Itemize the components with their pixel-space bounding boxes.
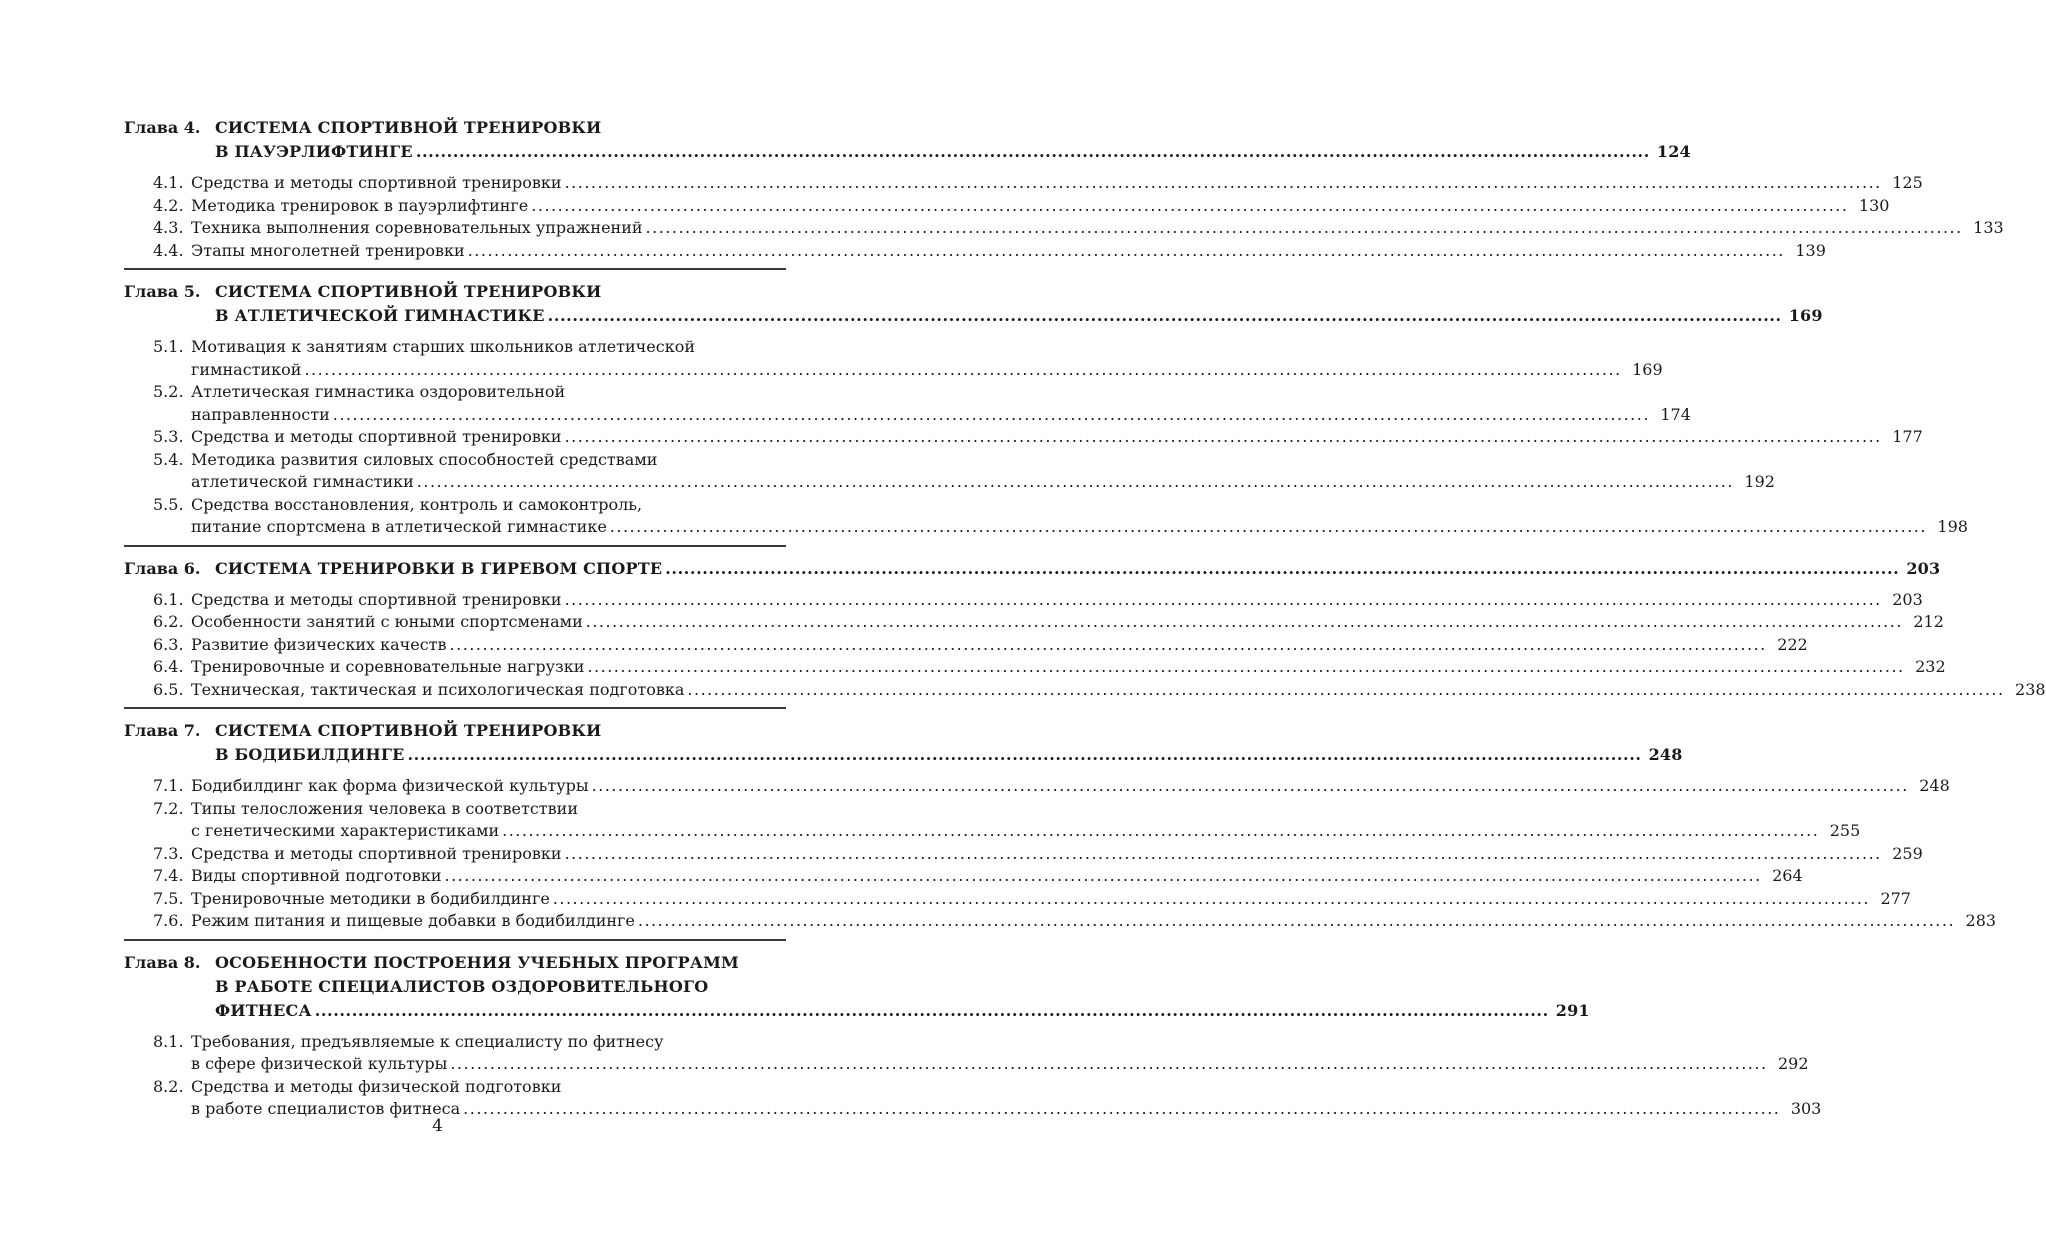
toc-line — [215, 743, 1683, 767]
page-ref: 303 — [1790, 1099, 1822, 1118]
toc-line — [215, 719, 786, 743]
page-ref: 125 — [1892, 173, 1923, 192]
section-title — [191, 910, 1997, 933]
section-number: 8.2. — [153, 1076, 184, 1096]
line-text: Средства и методы спортивной тренировки — [191, 589, 562, 609]
section-number: 7.5. — [153, 888, 184, 908]
section-list — [124, 1031, 1822, 1121]
toc-line — [191, 336, 786, 359]
section-entry — [124, 865, 1803, 888]
chapter-title — [215, 719, 1683, 767]
toc-line — [191, 865, 1803, 888]
chapter-label: Глава 8. — [124, 952, 201, 972]
line-text: в работе специалистов фитнеса — [191, 1099, 461, 1118]
chapter — [124, 557, 2046, 702]
chapter-label: Глава 7. — [124, 721, 201, 740]
section-entry — [124, 798, 1861, 843]
toc-line — [191, 217, 2004, 240]
dot-leader: ........................................................................................................................................................................................................ — [449, 634, 1767, 654]
dot-leader: ........................................................................................................................................................................................................ — [645, 218, 1963, 237]
section-entry — [124, 910, 1997, 933]
line-text: СИСТЕМА СПОРТИВНОЙ ТРЕНИРОВКИ — [215, 282, 602, 301]
page-ref: 283 — [1965, 911, 1997, 930]
line-text: Виды спортивной подготовки — [191, 866, 442, 885]
section-number: 7.4. — [153, 866, 184, 885]
page-ref: 169 — [1632, 359, 1663, 379]
dot-leader: ........................................................................................................................................................................................................ — [531, 195, 1849, 215]
page-ref: 130 — [1858, 195, 1890, 215]
section-number: 6.2. — [153, 612, 184, 631]
section-title — [191, 381, 1691, 426]
toc-line — [191, 195, 1890, 218]
line-text: Этапы многолетней тренировки — [191, 240, 465, 260]
chapter — [124, 116, 2004, 262]
section-list — [124, 775, 1997, 933]
line-text: Мотивация к занятиям старших школьников атлетической — [191, 337, 695, 356]
line-text: Техника выполнения соревновательных упражнений — [191, 218, 643, 237]
table-of-contents — [124, 116, 2046, 1127]
section-entry — [124, 195, 1890, 218]
toc-line — [215, 116, 786, 140]
dot-leader: ........................................................................................................................................................................................................ — [415, 142, 1650, 161]
page-ref: 248 — [1919, 776, 1950, 795]
section-title — [191, 172, 1923, 195]
section-title — [191, 426, 1923, 449]
line-text: В АТЛЕТИЧЕСКОЙ ГИМНАСТИКЕ — [215, 306, 545, 325]
section-title — [191, 217, 2004, 240]
line-text: питание спортсмена в атлетической гимнастике — [191, 517, 607, 536]
section-title — [191, 336, 1663, 381]
line-text: СИСТЕМА СПОРТИВНОЙ ТРЕНИРОВКИ — [215, 118, 602, 137]
line-text: СИСТЕМА СПОРТИВНОЙ ТРЕНИРОВКИ — [215, 721, 602, 740]
chapter-heading — [124, 280, 1823, 328]
line-text: Методика тренировок в пауэрлифтинге — [191, 195, 529, 215]
chapter-heading — [124, 116, 1691, 164]
line-text: Режим питания и пищевые добавки в бодибилдинге — [191, 911, 635, 930]
line-text: ФИТНЕСА — [215, 1000, 312, 1020]
toc-line — [191, 172, 1923, 195]
line-text: Методика развития силовых способностей средствами — [191, 449, 658, 469]
section-number: 7.3. — [153, 843, 184, 863]
chapter-title — [215, 280, 1823, 328]
page-ref: 222 — [1777, 634, 1808, 654]
toc-line — [191, 240, 1826, 263]
dot-leader: ........................................................................................................................................................................................................ — [564, 427, 1882, 446]
line-text: Развитие физических качеств — [191, 634, 447, 654]
line-text: Типы телосложения человека в соответствии — [191, 798, 578, 818]
toc-line — [191, 656, 1946, 679]
dot-leader: ........................................................................................................................................................................................................ — [444, 866, 1762, 885]
section-entry — [124, 426, 1923, 449]
toc-line — [191, 404, 1691, 427]
chapter-label: Глава 5. — [124, 282, 201, 301]
toc-line — [215, 975, 786, 999]
toc-line — [191, 888, 1911, 911]
page-ref: 238 — [2015, 679, 2046, 699]
section-number: 5.2. — [153, 382, 184, 401]
chapter-label: Глава 4. — [124, 118, 201, 137]
line-text: Тренировочные и соревновательные нагрузки — [191, 657, 585, 676]
line-text: направленности — [191, 404, 330, 424]
dot-leader: ........................................................................................................................................................................................................ — [463, 1099, 1781, 1118]
section-title — [191, 775, 1950, 798]
section-list — [124, 336, 1968, 539]
section-entry — [124, 634, 1808, 657]
page-ref: 203 — [1892, 589, 1923, 609]
line-text: Тренировочные методики в бодибилдинге — [191, 888, 550, 908]
dot-leader: ........................................................................................................................................................................................................ — [547, 306, 1782, 325]
line-text: СИСТЕМА ТРЕНИРОВКИ В ГИРЕВОМ СПОРТЕ — [215, 558, 663, 578]
line-text: ОСОБЕННОСТИ ПОСТРОЕНИЯ УЧЕБНЫХ ПРОГРАММ — [215, 952, 739, 972]
line-text: Средства восстановления, контроль и самоконтроль, — [191, 494, 643, 514]
section-number: 4.1. — [153, 173, 184, 192]
dot-leader: ........................................................................................................................................................................................................ — [564, 589, 1882, 609]
chapter — [124, 951, 1822, 1121]
section-number: 6.3. — [153, 634, 184, 654]
page-ref: 264 — [1772, 866, 1803, 885]
page-ref: 174 — [1660, 404, 1691, 424]
toc-line — [215, 557, 1941, 581]
section-entry — [124, 843, 1923, 866]
section-title — [191, 634, 1808, 657]
toc-line — [191, 1076, 786, 1099]
dot-leader: ........................................................................................................................................................................................................ — [407, 745, 1642, 764]
section-list — [124, 589, 2046, 702]
divider — [124, 545, 786, 547]
section-number: 5.1. — [153, 337, 184, 356]
section-title — [191, 843, 1923, 866]
page-ref: 232 — [1915, 657, 1946, 676]
line-text: гимнастикой — [191, 359, 302, 379]
section-number: 5.4. — [153, 449, 184, 469]
section-number: 5.3. — [153, 427, 184, 446]
section-number: 8.1. — [153, 1031, 184, 1051]
toc-line — [215, 280, 786, 304]
section-entry — [124, 172, 1923, 195]
dot-leader: ........................................................................................................................................................................................................ — [304, 359, 1622, 379]
chapter-title — [215, 557, 1941, 581]
page-ref: 124 — [1656, 142, 1691, 161]
section-entry — [124, 888, 1911, 911]
page-ref: 291 — [1555, 1000, 1590, 1020]
toc-line — [191, 381, 786, 404]
section-entry — [124, 775, 1950, 798]
chapter — [124, 719, 1997, 933]
dot-leader: ........................................................................................................................................................................................................ — [450, 1054, 1768, 1073]
page-ref: 203 — [1906, 558, 1941, 578]
dot-leader: ........................................................................................................................................................................................................ — [564, 173, 1882, 192]
dot-leader: ........................................................................................................................................................................................................ — [564, 843, 1882, 863]
section-entry — [124, 679, 2046, 702]
section-number: 6.5. — [153, 679, 184, 699]
section-number: 6.4. — [153, 657, 184, 676]
section-title — [191, 589, 1923, 612]
section-title — [191, 611, 1944, 634]
toc-line — [191, 516, 1968, 539]
section-entry — [124, 1076, 1822, 1121]
dot-leader: ........................................................................................................................................................................................................ — [665, 558, 1900, 578]
line-text: Бодибилдинг как форма физической культуры — [191, 776, 589, 795]
page-ref: 212 — [1913, 612, 1944, 631]
chapter-title — [215, 116, 1691, 164]
chapter-label: Глава 6. — [124, 558, 201, 578]
toc-line — [191, 910, 1997, 933]
page-number: 4 — [432, 1116, 443, 1136]
line-text: атлетической гимнастики — [191, 472, 414, 491]
section-number: 6.1. — [153, 589, 184, 609]
section-entry — [124, 494, 1968, 539]
toc-line — [191, 359, 1663, 382]
section-title — [191, 888, 1911, 911]
page-ref: 259 — [1892, 843, 1923, 863]
section-title — [191, 494, 1968, 539]
section-entry — [124, 240, 1826, 263]
page-ref: 177 — [1892, 427, 1923, 446]
line-text: Средства и методы физической подготовки — [191, 1076, 562, 1096]
section-number: 4.2. — [153, 195, 184, 215]
section-number: 7.2. — [153, 798, 184, 818]
page-ref: 192 — [1744, 472, 1775, 491]
section-number: 4.3. — [153, 218, 184, 237]
toc-line — [191, 589, 1923, 612]
line-text: Средства и методы спортивной тренировки — [191, 427, 562, 446]
toc-line — [191, 449, 786, 472]
toc-line — [215, 951, 786, 975]
line-text: Требования, предъявляемые к специалисту по фитнесу — [191, 1031, 664, 1051]
section-list — [124, 172, 2004, 262]
dot-leader: ........................................................................................................................................................................................................ — [332, 404, 1650, 424]
chapter-heading — [124, 557, 1941, 581]
section-number: 7.1. — [153, 776, 184, 795]
section-entry — [124, 217, 2004, 240]
page-ref: 277 — [1880, 888, 1911, 908]
line-text: В ПАУЭРЛИФТИНГЕ — [215, 142, 413, 161]
section-title — [191, 240, 1826, 263]
toc-line — [191, 843, 1923, 866]
toc-line — [191, 634, 1808, 657]
dot-leader: ........................................................................................................................................................................................................ — [587, 657, 1905, 676]
dot-leader: ........................................................................................................................................................................................................ — [314, 1000, 1549, 1020]
section-entry — [124, 589, 1923, 612]
line-text: в сфере физической культуры — [191, 1054, 448, 1073]
page-ref: 255 — [1829, 821, 1861, 840]
toc-line — [191, 679, 2046, 702]
section-entry — [124, 1031, 1809, 1076]
page-ref: 248 — [1648, 745, 1683, 764]
line-text: В РАБОТЕ СПЕЦИАЛИСТОВ ОЗДОРОВИТЕЛЬНОГО — [215, 976, 709, 996]
line-text: с генетическими характеристиками — [191, 821, 500, 840]
section-number: 4.4. — [153, 240, 184, 260]
chapter-heading — [124, 719, 1683, 767]
section-entry — [124, 336, 1663, 381]
page-ref: 198 — [1937, 517, 1968, 536]
section-entry — [124, 656, 1946, 679]
section-number: 7.6. — [153, 911, 184, 930]
toc-line — [191, 494, 786, 517]
toc-line — [191, 820, 1861, 843]
dot-leader: ........................................................................................................................................................................................................ — [609, 517, 1927, 536]
section-title — [191, 656, 1946, 679]
line-text: Особенности занятий с юными спортсменами — [191, 612, 583, 631]
toc-line — [191, 1031, 786, 1054]
toc-line — [215, 304, 1823, 328]
toc-line — [191, 471, 1775, 494]
line-text: Техническая, тактическая и психологическая подготовка — [191, 679, 685, 699]
toc-line — [191, 426, 1923, 449]
chapter — [124, 280, 1968, 539]
dot-leader: ........................................................................................................................................................................................................ — [416, 472, 1734, 491]
toc-line — [191, 1053, 1809, 1076]
section-title — [191, 449, 1775, 494]
line-text: Средства и методы спортивной тренировки — [191, 173, 562, 192]
section-title — [191, 865, 1803, 888]
dot-leader: ........................................................................................................................................................................................................ — [637, 911, 1956, 930]
section-title — [191, 679, 2046, 702]
divider — [124, 707, 786, 709]
section-entry — [124, 449, 1775, 494]
section-title — [191, 195, 1890, 218]
section-title — [191, 798, 1861, 843]
page-ref: 139 — [1795, 240, 1826, 260]
toc-line — [191, 775, 1950, 798]
toc-line — [215, 999, 1590, 1023]
toc-line — [191, 798, 786, 821]
page-ref: 169 — [1788, 306, 1823, 325]
line-text: Атлетическая гимнастика оздоровительной — [191, 382, 566, 401]
dot-leader: ........................................................................................................................................................................................................ — [591, 776, 1909, 795]
dot-leader: ........................................................................................................................................................................................................ — [687, 679, 2005, 699]
page-ref: 292 — [1777, 1054, 1809, 1073]
chapter-heading — [124, 951, 1590, 1023]
dot-leader: ........................................................................................................................................................................................................ — [552, 888, 1870, 908]
chapter-title — [215, 951, 1590, 1023]
divider — [124, 939, 786, 941]
section-title — [191, 1076, 1822, 1121]
line-text: В БОДИБИЛДИНГЕ — [215, 745, 405, 764]
dot-leader: ........................................................................................................................................................................................................ — [502, 821, 1820, 840]
section-title — [191, 1031, 1809, 1076]
toc-line — [191, 611, 1944, 634]
section-number: 5.5. — [153, 494, 184, 514]
line-text: Средства и методы спортивной тренировки — [191, 843, 562, 863]
section-entry — [124, 381, 1691, 426]
toc-line — [215, 140, 1691, 164]
section-entry — [124, 611, 1944, 634]
divider — [124, 268, 786, 270]
page-ref: 133 — [1973, 218, 2004, 237]
dot-leader: ........................................................................................................................................................................................................ — [585, 612, 1903, 631]
dot-leader: ........................................................................................................................................................................................................ — [467, 240, 1785, 260]
